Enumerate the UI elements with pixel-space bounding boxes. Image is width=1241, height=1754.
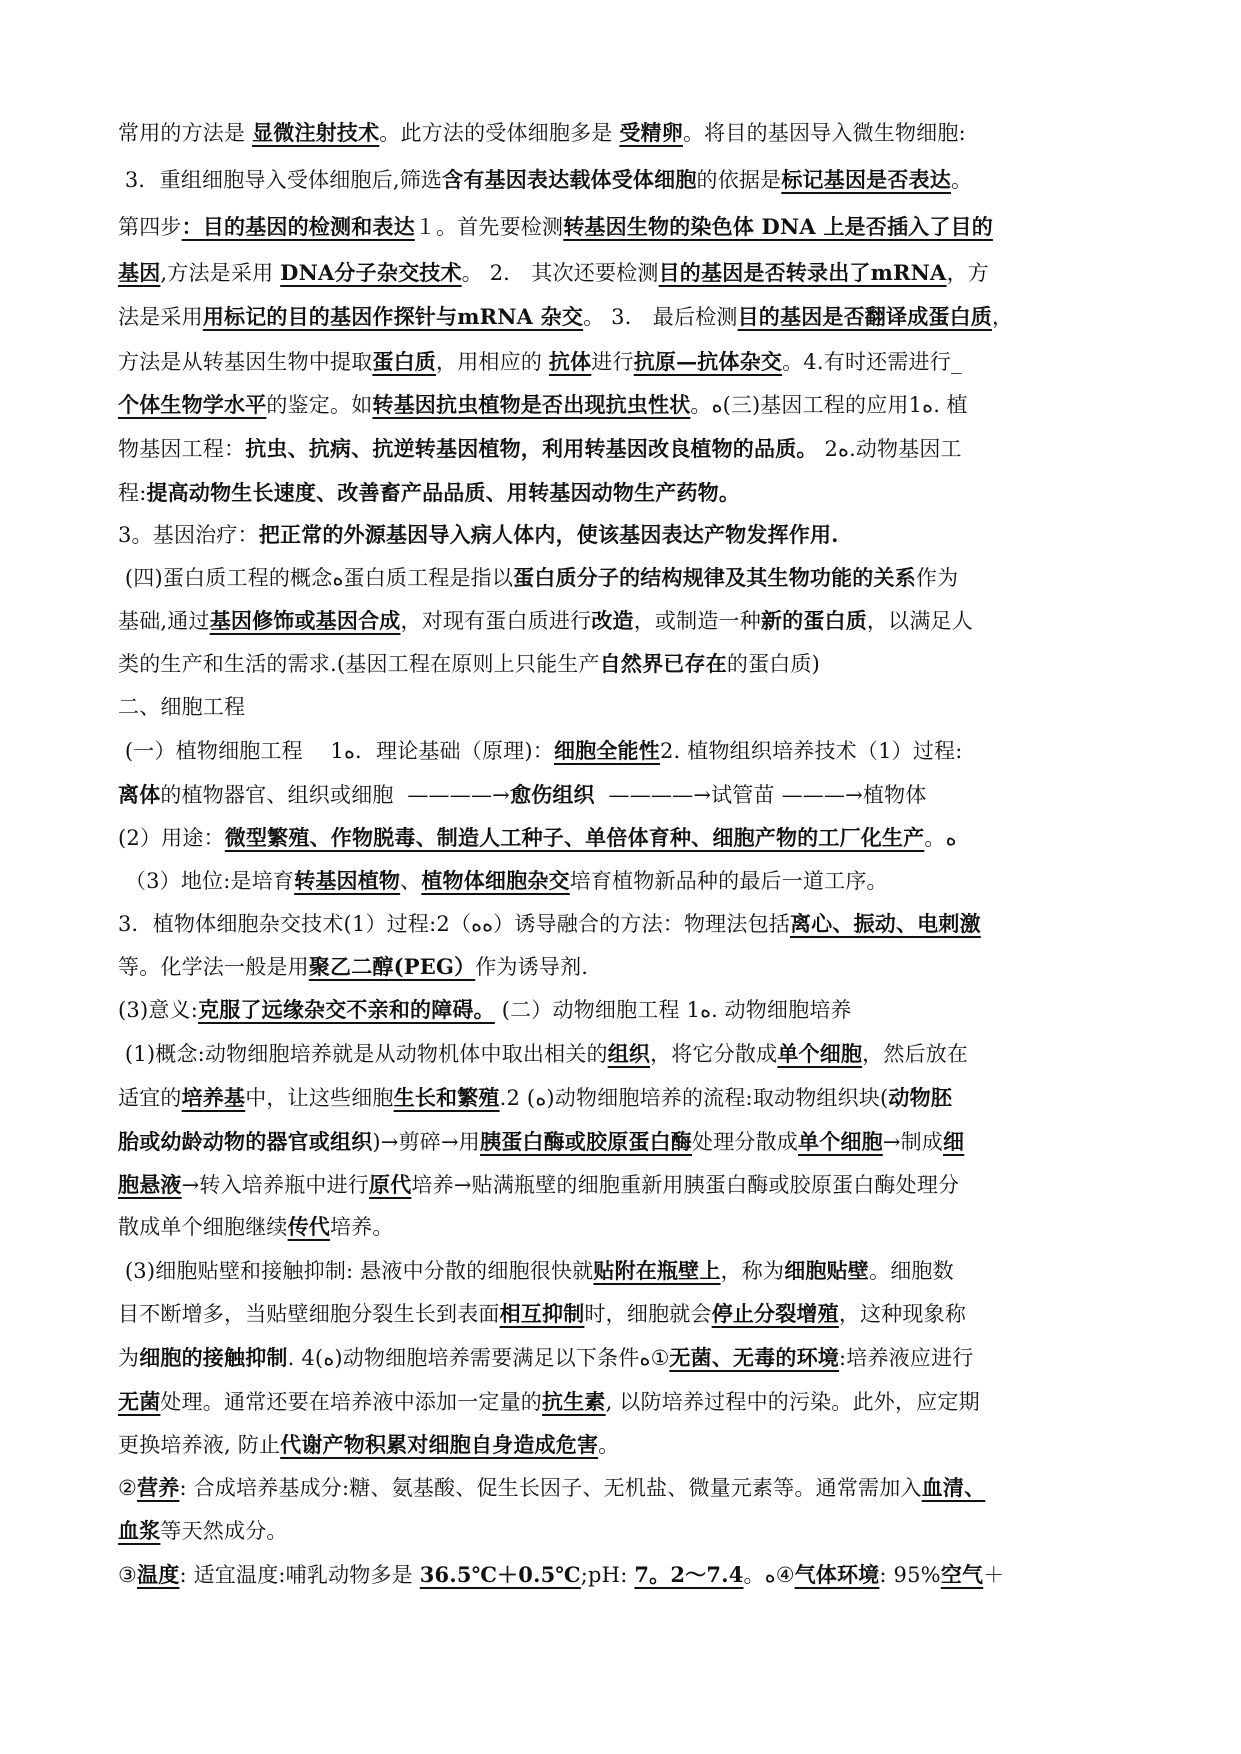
text-line [118,478,1129,508]
text-segment: 3。基因治疗： [118,523,259,547]
key-term: 无菌、无毒的环境 [669,1345,839,1370]
text-segment: 方法是从转基因生物中提取 [118,350,373,374]
text-segment: １。首先要检测 [414,215,564,239]
key-term: 蛋白质分子的结构规律及其生物功能的关系 [513,565,916,590]
text-segment: : 适宜温度:哺乳动物多是 [179,1563,420,1587]
text-segment: 散成单个细胞继续 [118,1215,288,1239]
text-segment: 等。化学法一般是用 [118,955,309,979]
key-term: 贴附在瓶壁上 [593,1258,721,1283]
text-segment: ③ [118,1563,138,1587]
text-segment: ————→试管苗 ———→植物体 [594,783,927,807]
key-term: 单个细胞 [798,1129,883,1154]
text-segment: 物基因工程： [118,437,246,461]
text-segment: ，用相应的 [436,350,549,374]
text-segment: 更换培养液, 防止 [118,1433,281,1457]
text-segment: 。 [598,1433,620,1457]
key-term: 离心、振动、电刺激 [789,911,981,936]
text-segment: 。细胞数 [869,1259,954,1283]
text-segment: : 95% [879,1563,941,1587]
key-term: 提高动物生长速度、改善畜产品品质、用转基因动物生产药物。 [146,480,741,505]
text-segment: 处理。通常还要在培养液中添加一定量的 [160,1390,543,1414]
text-line [118,692,1129,722]
key-term: 培养基 [181,1085,246,1110]
text-line [118,1083,1129,1113]
text-segment: 。 2． 其次还要检测 [461,261,659,285]
key-term: 转基因生物的染色体 DNA 上是否插入了目的 [563,214,993,239]
text-line [118,390,1129,420]
text-segment: (3)意义: [118,998,199,1022]
key-term: 血清、 [921,1475,986,1500]
text-segment: （3）地位:是培育 [118,869,295,893]
key-term: 相互抑制 [499,1301,585,1326]
text-segment: ，以满足人 [866,609,973,633]
text-line [118,606,1129,636]
text-line [118,520,1129,550]
text-line [118,780,1129,810]
key-term: 个体生物学水平 [118,392,267,417]
text-segment: :培养液应进行 [839,1346,974,1370]
text-segment: 。ﻩ [924,826,957,850]
text-line [118,1516,1129,1546]
key-term: 转基因植物 [294,868,401,893]
text-line [118,1212,1129,1242]
text-segment: 时，细胞就会 [584,1302,712,1326]
key-term: 自然界已存在 [599,651,727,676]
text-segment: 等天然成分。 [160,1519,288,1543]
text-segment: (2）用途： [118,826,225,850]
text-segment: 培育植物新品种的最后一道工序。 [569,869,888,893]
text-segment: 培养。 [330,1215,394,1239]
key-term: 基因修饰或基因合成 [209,608,401,633]
text-segment: 中，让这些细胞 [245,1086,394,1110]
text-segment: 3．重组细胞导入受体细胞后,筛选 [118,168,443,192]
text-segment: 。 3． 最后检测 [583,305,738,329]
text-segment: ;pH: [580,1563,635,1587]
key-term: 组织 [607,1041,651,1066]
text-line [118,563,1129,593]
key-term: 动物胚 [888,1085,953,1110]
text-segment: 处理分散成 [692,1130,798,1154]
text-line [118,212,1129,242]
text-line [118,909,1129,939]
key-term: 显微注射技术 [252,120,380,145]
text-segment: 为 [118,1346,140,1370]
text-segment: 第四步 [118,215,182,239]
key-term: 植物体细胞杂交 [421,868,570,893]
text-segment: 作为 [915,566,959,590]
text-segment: 作为诱导剂. [475,955,589,979]
text-line [118,1473,1129,1503]
key-term: 聚乙二醇(PEG） [308,954,476,979]
key-term: 转基因抗虫植物是否出现抗虫性状 [372,392,691,417]
text-segment: ，这种现象称 [838,1302,967,1326]
text-line [118,1127,1129,1157]
key-term: 胰蛋白酶或胶原蛋白酶 [480,1129,692,1154]
text-line [118,302,1129,332]
text-line [118,258,1129,288]
text-line [118,1170,1129,1200]
text-line [118,1039,1129,1069]
text-line [118,1430,1129,1460]
text-segment: 。ﻩ④ [743,1563,795,1587]
key-term: 无菌 [118,1389,161,1414]
key-term: 受精卵 [619,120,683,145]
text-line [118,866,1129,896]
key-term: 细 [943,1129,965,1154]
text-segment: 。 [950,168,973,192]
text-line [118,1256,1129,1286]
text-segment: ，将它分散成 [650,1042,778,1066]
text-segment: . 4(ﻩ)动物细胞培养需要满足以下条件ﻩ① [287,1346,670,1370]
text-line [118,995,1129,1025]
text-segment: 的植物器官、组织或细胞 ————→ [160,783,510,807]
text-segment: (一）植物细胞工程 1ﻩ．理论基础（原理)： [118,739,554,763]
text-segment: 培养→贴满瓶壁的细胞重新用胰蛋白酶或胶原蛋白酶处理分 [411,1173,960,1197]
text-segment: 。将目的基因导入微生物细胞: [682,121,966,145]
text-segment: 适宜的 [118,1086,182,1110]
key-term: 单个细胞 [777,1041,863,1066]
key-term: 营养 [137,1475,180,1500]
key-term: 36.5℃＋0.5℃ [419,1562,581,1587]
key-term: 目的基因是否转录出了mRNA [658,260,947,285]
text-segment: 的依据是 [696,168,782,192]
text-line [118,1387,1129,1417]
key-term: 空气 [940,1562,984,1587]
text-segment: ② [118,1476,138,1500]
text-line [118,1560,1129,1590]
key-term: 愈伤组织 [509,782,595,807]
text-segment: 2ﻩ.动物基因工 [817,437,962,461]
text-line [118,165,1129,195]
text-segment: 二、细胞工程 [118,695,246,719]
text-segment: →制成 [882,1130,944,1154]
text-segment: 3．植物体细胞杂交技术(1）过程:2（ﻩﻩ）诱导融合的方法：物理法包括 [118,912,790,936]
key-term: 7。2～7.4 [634,1562,744,1587]
key-term: 抗原—抗体杂交 [633,349,783,374]
text-segment: 常用的方法是 [118,121,253,145]
text-segment: 。ﻩ(三)基因工程的应用1ﻩ. 植 [690,393,968,417]
key-term: 抗体 [548,349,592,374]
key-term: 标记基因是否表达 [781,167,951,192]
text-segment: (3)细胞贴壁和接触抑制: 悬液中分散的细胞很快就 [118,1259,594,1283]
text-segment: ,方法是采用 [160,261,281,285]
text-line [118,118,1129,148]
text-segment: 、 [400,869,422,893]
text-line [118,434,1129,464]
key-term: 基因 [118,260,161,285]
text-line [118,1343,1129,1373]
text-segment: )→剪碎→用 [372,1130,480,1154]
key-term: 目的基因是否翻译成蛋白质 [737,304,993,329]
text-segment: (1)概念:动物细胞培养就是从动物机体中取出相关的 [118,1042,608,1066]
key-term: 生长和繁殖 [393,1085,500,1110]
text-segment: ，然后放在 [862,1042,969,1066]
key-term: 停止分裂增殖 [711,1301,839,1326]
text-segment: 。此方法的受体细胞多是 [379,121,620,145]
key-term: 用标记的目的基因作探针与mRNA 杂交 [202,304,584,329]
text-segment: , 以防培养过程中的污染。此外，应定期 [605,1390,980,1414]
key-term: ：目的基因的检测和表达 [181,214,415,239]
text-line [118,649,1129,679]
key-term: 气体环境 [794,1562,880,1587]
key-term: 代谢产物积累对细胞自身造成危害 [280,1432,599,1457]
text-segment: 法是采用 [118,305,203,329]
text-segment: 程: [118,481,147,505]
text-segment: ，方 [946,261,989,285]
text-line [118,952,1129,982]
text-line [118,823,1129,853]
key-term: 胎或幼龄动物的器官或组织 [118,1129,373,1154]
key-term: 抗虫、抗病、抗逆转基因植物，利用转基因改良植物的品质。 [245,436,818,461]
text-segment: ，称为 [720,1259,785,1283]
text-segment: 类的生产和生活的需求.(基因工程在原则上只能生产 [118,652,600,676]
text-segment: 目不断增多，当贴壁细胞分裂生长到表面 [118,1302,500,1326]
text-line [118,1299,1129,1329]
key-term: 细胞贴壁 [784,1258,869,1283]
key-term: DNA分子杂交技术 [280,260,462,285]
text-segment: (二）动物细胞工程 1ﻩ. 动物细胞培养 [494,998,852,1022]
text-segment: (四)蛋白质工程的概念ﻩ蛋白质工程是指以 [118,566,514,590]
text-segment: 2. 植物组织培养技术（1）过程: [659,739,963,763]
text-segment: 进行 [591,350,634,374]
key-term: 改造 [591,608,634,633]
text-segment: ，或制造一种 [633,609,761,633]
text-segment: 。4.有时还需进行_ [782,350,962,374]
text-segment: ＋ [983,1563,1005,1587]
key-term: 新的蛋白质 [760,608,867,633]
text-line [118,736,1129,766]
key-term: 蛋白质 [372,349,437,374]
key-term: 含有基因表达载体受体细胞 [442,167,697,192]
key-term: 克服了远缘杂交不亲和的障碍。 [198,997,495,1022]
text-segment: ， [992,305,1014,329]
key-term: 离体 [118,782,161,807]
key-term: 把正常的外源基因导入病人体内，使该基因表达产物发挥作用. [258,522,839,547]
key-term: 原代 [369,1172,412,1197]
text-segment: .2 (ﻩ)动物细胞培养的流程:取动物组织块( [499,1086,889,1110]
text-segment: 基础,通过 [118,609,210,633]
text-segment: 的蛋白质) [726,652,821,676]
key-term: 血浆 [118,1518,161,1543]
key-term: 传代 [287,1214,331,1239]
text-line [118,347,1129,377]
key-term: 细胞的接触抑制 [139,1345,288,1370]
key-term: 微型繁殖、作物脱毒、制造人工种子、单倍体育种、细胞产物的工厂化生产 [224,825,925,850]
text-segment: 的鉴定。如 [266,393,373,417]
key-term: 胞悬液 [118,1172,182,1197]
text-segment: : 合成培养基成分:糖、氨基酸、促生长因子、无机盐、微量元素等。通常需加入 [179,1476,922,1500]
text-segment: ，对现有蛋白质进行 [400,609,592,633]
text-segment: →转入培养瓶中进行 [181,1173,370,1197]
key-term: 抗生素 [542,1389,606,1414]
key-term: 温度 [137,1562,180,1587]
key-term: 细胞全能性 [553,738,660,763]
